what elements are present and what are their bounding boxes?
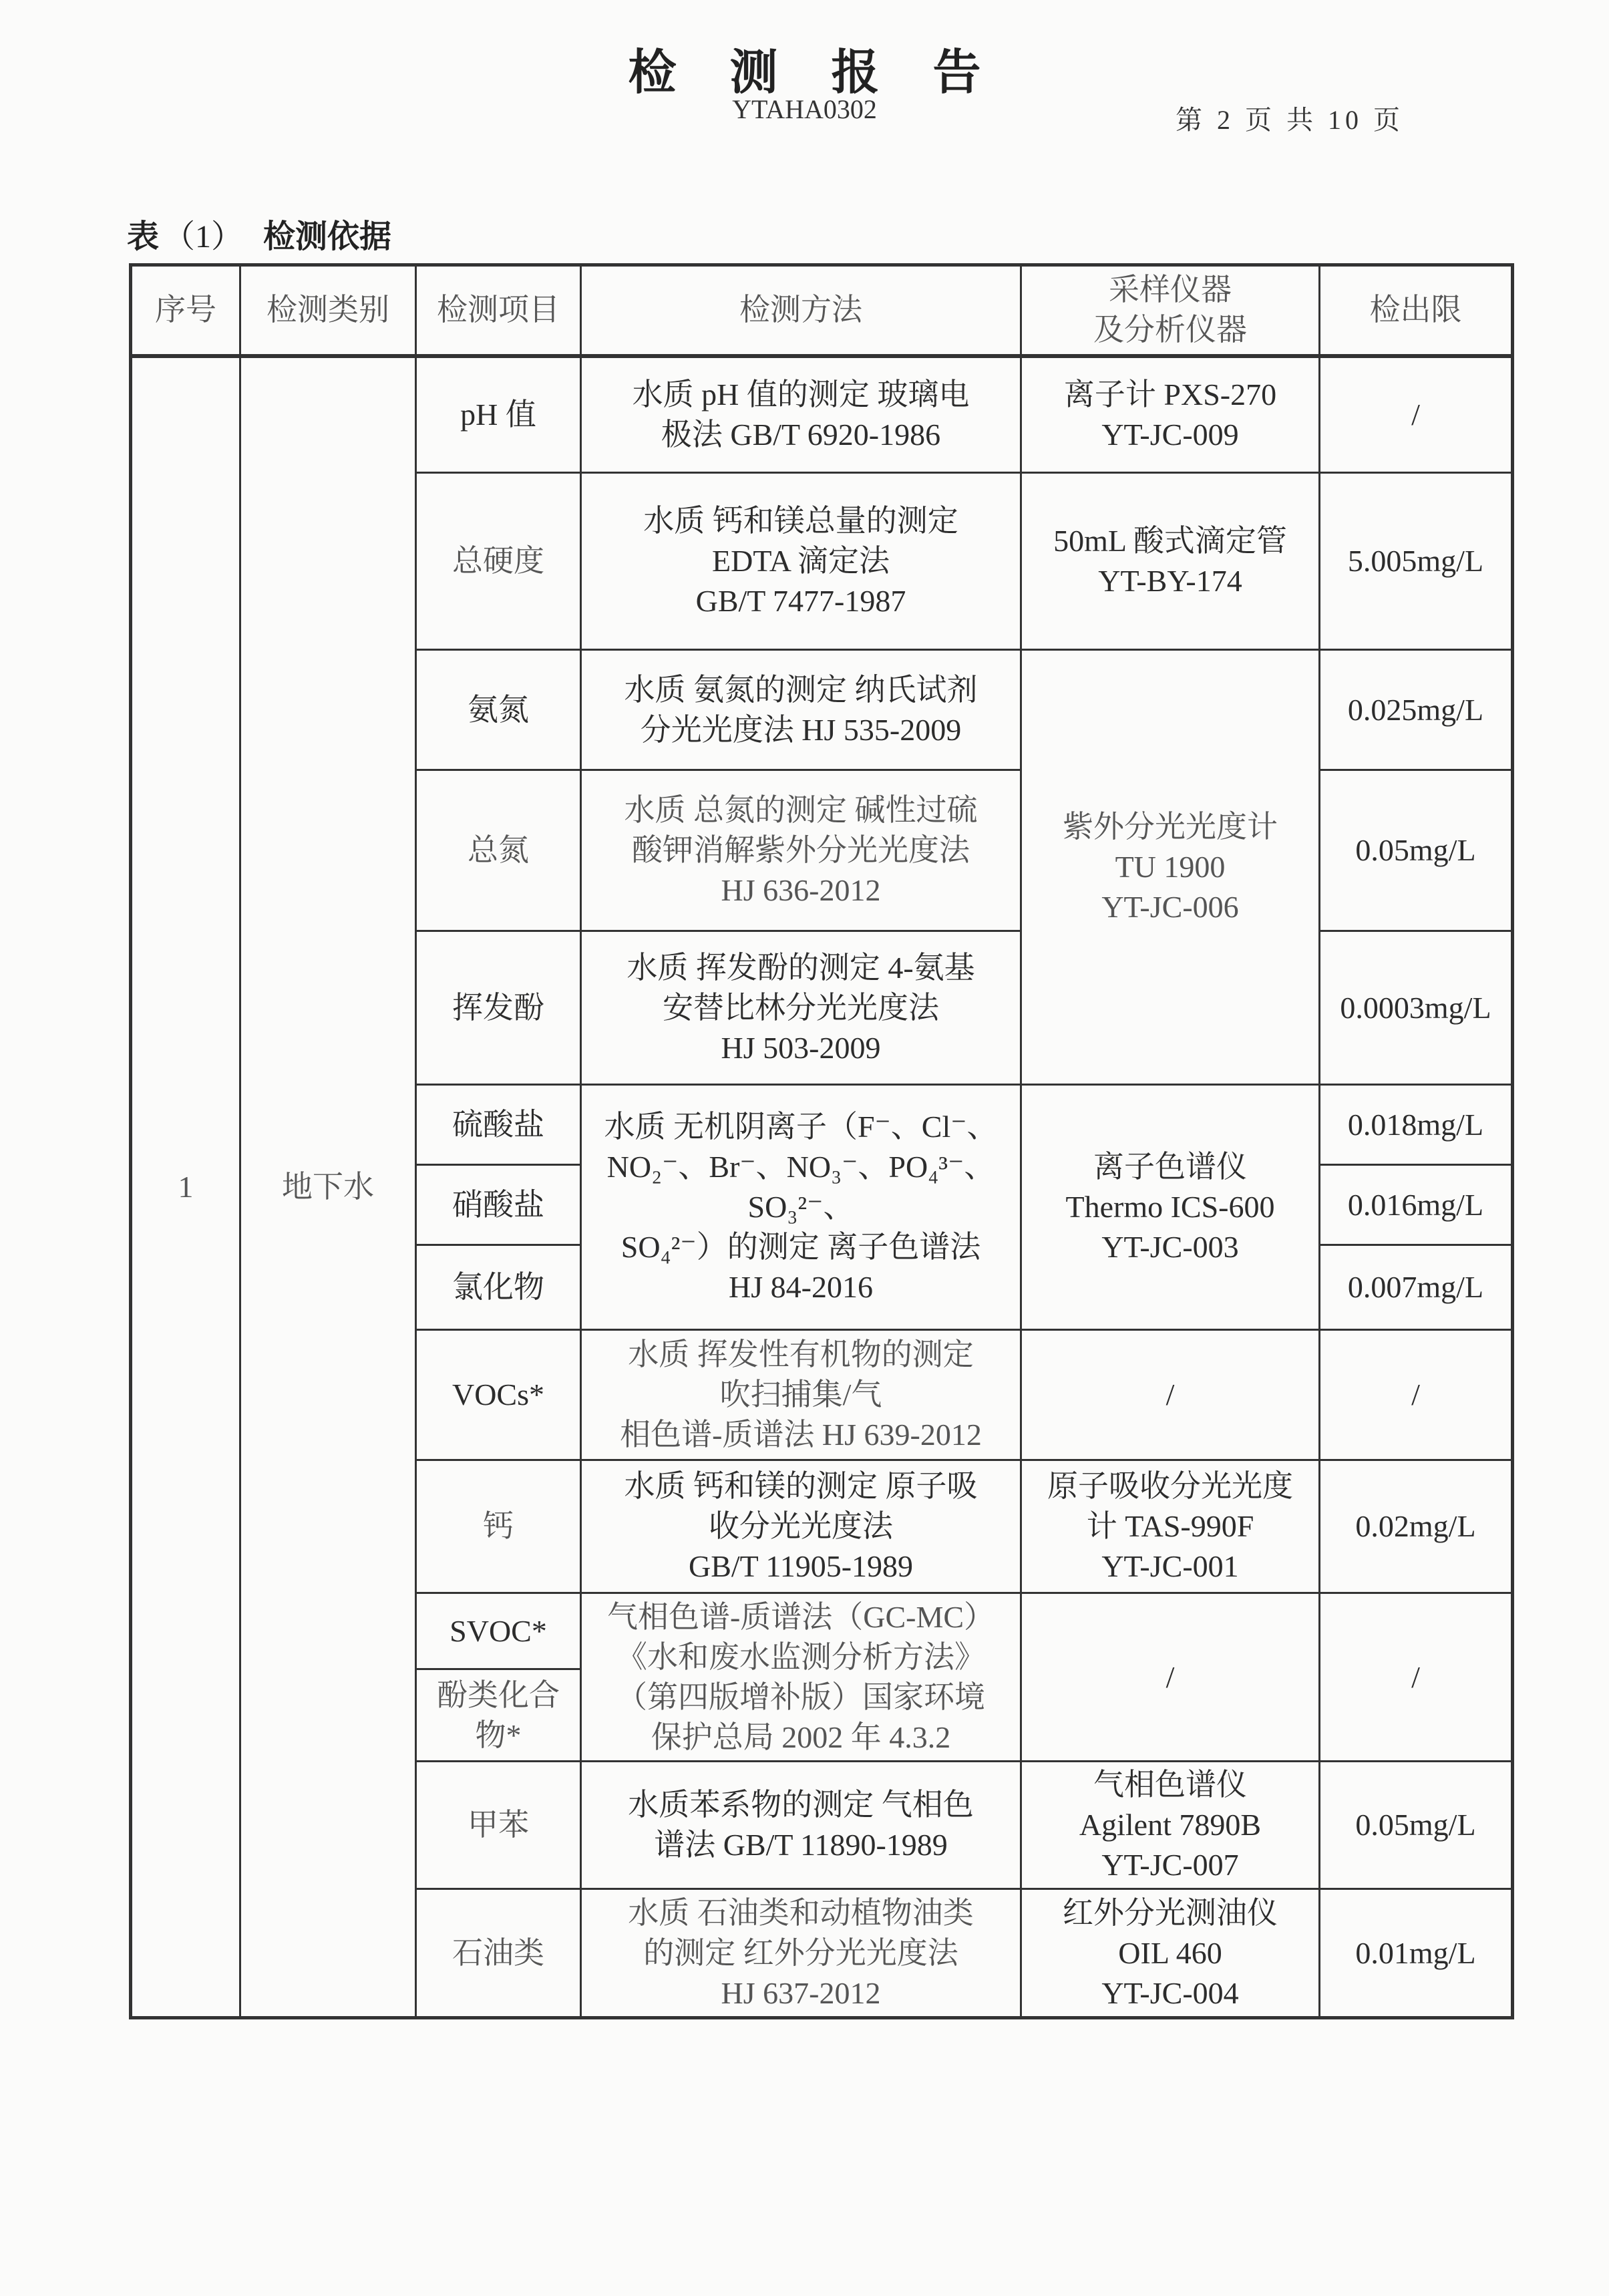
limit-cell: / [1320,356,1513,473]
table-caption [127,210,391,257]
caption-prefix: 表 [127,219,160,255]
instrument-cell-svoc: / [1021,1593,1320,1762]
instrument-cell: 离子计 PXS-270 YT-JC-009 [1021,356,1320,473]
method-cell-svoc: 气相色谱-质谱法（GC-MC） 《水和废水监测分析方法》 （第四版增补版）国家环境 保护总局 2002 年 4.3.2 [581,1593,1021,1762]
limit-cell: 5.005mg/L [1320,473,1513,650]
col-header-limit: 检出限 [1320,265,1513,356]
limit-cell: 0.05mg/L [1320,770,1513,931]
limit-cell: 0.05mg/L [1320,1762,1513,1889]
table-header-row [131,265,1513,356]
col-header-item: 检测项目 [416,265,581,356]
item-cell: 石油类 [416,1889,581,2018]
item-cell: 挥发酚 [416,931,581,1085]
col-header-instrument: 采样仪器 及分析仪器 [1021,265,1320,356]
caption-number: （1） [163,219,244,255]
instrument-cell: 红外分光测油仪 OIL 460 YT-JC-004 [1021,1889,1320,2018]
method-cell: 水质苯系物的测定 气相色 谱法 GB/T 11890-1989 [581,1762,1021,1889]
item-cell: 硝酸盐 [416,1165,581,1245]
item-cell: 总硬度 [416,473,581,650]
method-cell: 水质 挥发酚的测定 4-氨基 安替比林分光光度法 HJ 503-2009 [581,931,1021,1085]
page-indicator: 第 2 页 共 10 页 [1176,105,1404,135]
method-cell-ion: 水质 无机阴离子（F⁻、Cl⁻、 NO₂⁻、Br⁻、NO₃⁻、PO₄³⁻、SO₃²⁻、 SO₄²⁻）的测定 离子色谱法 HJ 84-2016 [581,1085,1021,1330]
method-cell: 水质 氨氮的测定 纳氏试剂 分光光度法 HJ 535-2009 [581,650,1021,770]
limit-cell: 0.02mg/L [1320,1460,1513,1593]
limit-cell: 0.0003mg/L [1320,931,1513,1085]
col-header-method: 检测方法 [581,265,1021,356]
item-cell: 钙 [416,1460,581,1593]
instrument-cell-uv: 紫外分光光度计 TU 1900 YT-JC-006 [1021,650,1320,1085]
limit-cell: 0.018mg/L [1320,1085,1513,1165]
item-cell: 总氮 [416,770,581,931]
detection-basis-table [129,263,1514,2019]
instrument-cell: 气相色谱仪 Agilent 7890B YT-JC-007 [1021,1762,1320,1889]
item-cell: 甲苯 [416,1762,581,1889]
instrument-cell: 原子吸收分光光度 计 TAS-990F YT-JC-001 [1021,1460,1320,1593]
col-header-category: 检测类别 [240,265,416,356]
method-cell: 水质 总氮的测定 碱性过硫 酸钾消解紫外分光光度法 HJ 636-2012 [581,770,1021,931]
item-cell: SVOC* [416,1593,581,1669]
item-cell: pH 值 [416,356,581,473]
method-cell: 水质 挥发性有机物的测定 吹扫捕集/气 相色谱-质谱法 HJ 639-2012 [581,1330,1021,1460]
report-number: YTAHA0302 [732,94,877,124]
limit-cell: / [1320,1330,1513,1460]
category-cell: 地下水 [240,356,416,2018]
limit-cell: 0.025mg/L [1320,650,1513,770]
instrument-cell-ion: 离子色谱仪 Thermo ICS-600 YT-JC-003 [1021,1085,1320,1330]
report-title: 检测报告 [628,46,1035,100]
limit-cell-svoc: / [1320,1593,1513,1762]
method-cell: 水质 钙和镁的测定 原子吸 收分光光度法 GB/T 11905-1989 [581,1460,1021,1593]
item-cell: 硫酸盐 [416,1085,581,1165]
instrument-cell: / [1021,1330,1320,1460]
table-row [131,356,1513,473]
method-cell: 水质 钙和镁总量的测定 EDTA 滴定法 GB/T 7477-1987 [581,473,1021,650]
item-cell: 酚类化合物* [416,1669,581,1762]
method-cell: 水质 石油类和动植物油类 的测定 红外分光光度法 HJ 637-2012 [581,1889,1021,2018]
seq-cell: 1 [131,356,240,2018]
col-header-seq: 序号 [131,265,240,356]
limit-cell: 0.01mg/L [1320,1889,1513,2018]
method-cell: 水质 pH 值的测定 玻璃电 极法 GB/T 6920-1986 [581,356,1021,473]
item-cell: 氨氮 [416,650,581,770]
item-cell: VOCs* [416,1330,581,1460]
item-cell: 氯化物 [416,1245,581,1330]
limit-cell: 0.016mg/L [1320,1165,1513,1245]
caption-title: 检测依据 [263,219,392,255]
instrument-cell: 50mL 酸式滴定管 YT-BY-174 [1021,473,1320,650]
limit-cell: 0.007mg/L [1320,1245,1513,1330]
